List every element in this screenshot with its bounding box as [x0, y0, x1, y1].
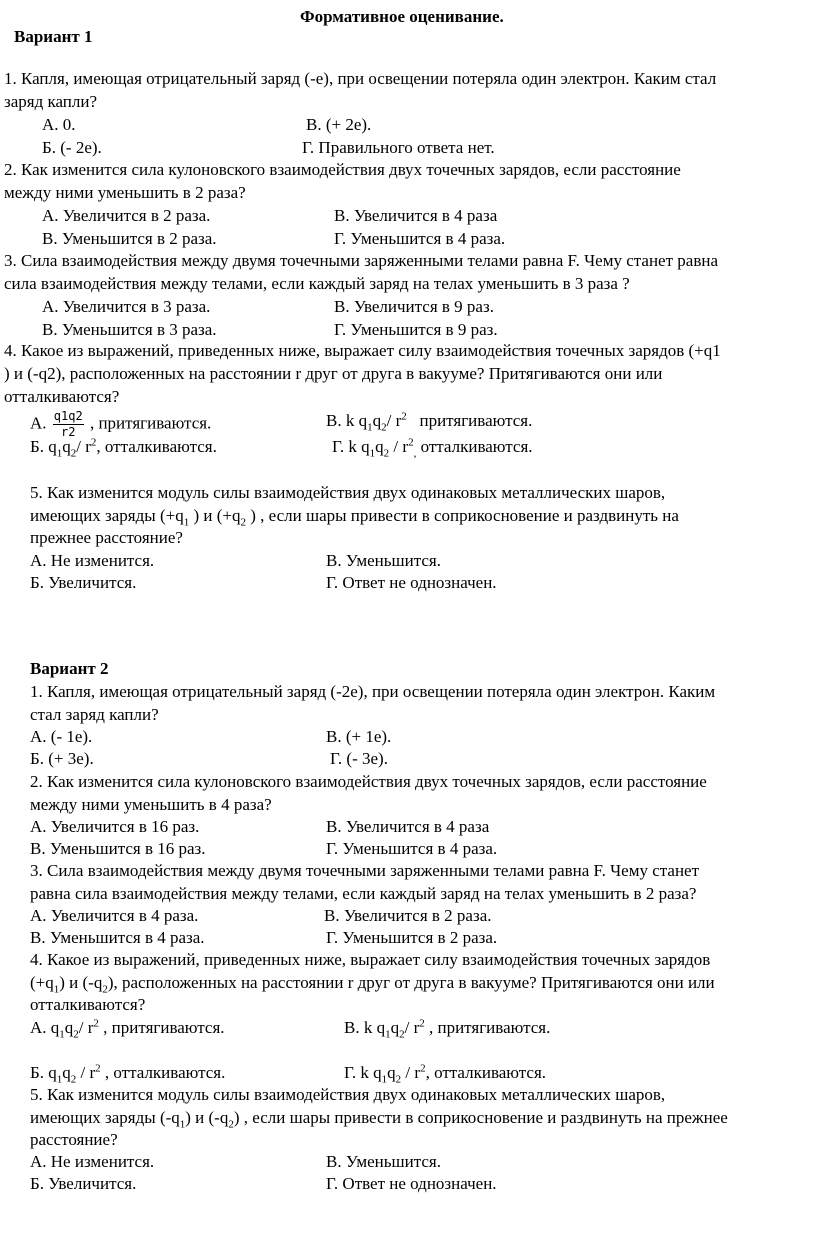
v2-q2-text-cont: между ними уменьшить в 4 раза?	[30, 795, 272, 814]
subscript: 1	[53, 983, 60, 996]
expr-part: Б. q	[30, 1063, 57, 1082]
v1-q3-option-g: Г. Уменьшится в 9 раз.	[334, 320, 498, 339]
v1-q4-text-cont2: отталкиваются?	[4, 387, 120, 406]
v2-q1-option-a: А. (- 1е).	[30, 727, 93, 746]
option-text: , отталкиваются.	[425, 1063, 547, 1082]
subscript: 1	[56, 1073, 63, 1086]
expr-part: Г. k q	[344, 1063, 382, 1082]
v2-q4-option-v	[344, 1017, 550, 1039]
text-part: имеющих заряды (-q	[30, 1108, 180, 1127]
v2-q5-option-b: Б. Увеличится.	[30, 1174, 137, 1193]
v2-q5-text-cont2: расстояние?	[30, 1130, 118, 1149]
subscript: 1	[381, 1073, 388, 1086]
v1-q5-option-b: Б. Увеличится.	[30, 573, 137, 592]
text-part: ), расположенных на расстоянии r друг от друга в вакууме? Притягиваются они или	[107, 973, 715, 992]
subscript: ,	[413, 447, 417, 460]
v2-q5-option-a: А. Не изменится.	[30, 1152, 155, 1171]
v2-q5-text: 5. Как изменится модуль силы взаимодействия двух одинаковых металлических шаров,	[30, 1085, 666, 1104]
superscript: 2	[408, 436, 414, 449]
v1-q5-option-v: В. Уменьшится.	[326, 551, 441, 570]
v2-q5-option-g: Г. Ответ не однозначен.	[326, 1174, 497, 1193]
subscript: 1	[179, 1118, 186, 1131]
text-part: ) , если шары привести в соприкосновение и раздвинуть на прежнее	[233, 1108, 728, 1127]
superscript: 2	[401, 410, 407, 423]
option-text: , притягиваются.	[89, 413, 212, 433]
document-title: Формативное оценивание.	[300, 7, 504, 26]
subscript: 2	[73, 1028, 79, 1041]
v2-q2-option-v: В. Увеличится в 4 раза	[326, 817, 490, 836]
subscript: 1	[385, 1028, 391, 1041]
text-part: ) , если шары привести в соприкосновение и раздвинуть на	[245, 506, 679, 525]
subscript: 2	[399, 1028, 405, 1041]
subscript: 1	[59, 1028, 65, 1041]
subscript: 2	[395, 1073, 402, 1086]
expr-part: / r	[78, 1018, 94, 1037]
subscript: 2	[383, 447, 390, 460]
v1-q2-option-a: А. Увеличится в 2 раза.	[42, 206, 211, 225]
subscript: 2	[381, 421, 387, 434]
v2-q5-option-v: В. Уменьшится.	[326, 1152, 441, 1171]
v2-q4-option-a	[30, 1017, 225, 1039]
fraction-numerator: q1q2	[53, 409, 83, 423]
expr-part: q	[387, 1063, 396, 1082]
v1-q5-text-cont	[30, 505, 679, 527]
v2-q4-option-g	[344, 1062, 546, 1084]
v1-q3-option-v: В. Увеличится в 9 раз.	[334, 297, 494, 316]
expr-part: / r	[76, 1063, 96, 1082]
expr-part: В. k q	[344, 1018, 386, 1037]
expr-part: q	[390, 1018, 400, 1037]
expr-part: А. q	[30, 1018, 60, 1037]
expr-part: / r	[401, 1063, 421, 1082]
superscript: 2	[93, 1017, 99, 1030]
v2-q3-option-v: В. Увеличится в 2 раза.	[324, 906, 492, 925]
variant-1-heading: Вариант 1	[14, 27, 93, 46]
v2-q3-text: 3. Сила взаимодействия между двумя точечными заряженными телами равна F. Чему станет	[30, 861, 700, 880]
expr-part: / r	[386, 411, 402, 430]
superscript: 2	[420, 1062, 426, 1075]
text-part: (+q	[30, 973, 54, 992]
v1-q1-option-b: Б. (- 2е).	[42, 138, 102, 157]
option-text: , отталкиваются.	[100, 1063, 226, 1082]
option-text: отталкиваются.	[416, 437, 533, 456]
v1-q3-text: 3. Сила взаимодействия между двумя точечными заряженными телами равна F. Чему станет равна	[4, 251, 718, 270]
v1-q1-option-g: Г. Правильного ответа нет.	[302, 138, 495, 157]
subscript: 1	[369, 447, 376, 460]
v2-q4-text-cont2: отталкиваются?	[30, 995, 146, 1014]
v1-q5-text: 5. Как изменится модуль силы взаимодействия двух одинаковых металлических шаров,	[30, 483, 666, 502]
v1-q4-text-cont: ) и (-q2), расположенных на расстоянии r друг от друга в вакууме? Притягиваются они или	[4, 364, 663, 383]
subscript: 2	[70, 447, 77, 460]
superscript: 2	[90, 436, 97, 449]
v2-q5-text-cont	[30, 1107, 728, 1129]
v2-q2-option-b: В. Уменьшится в 16 раз.	[30, 839, 206, 858]
v2-q2-option-g: Г. Уменьшится в 4 раза.	[326, 839, 498, 858]
v2-q1-text-cont: стал заряд капли?	[30, 705, 159, 724]
v2-q4-text: 4. Какое из выражений, приведенных ниже, выражает силу взаимодействия точечных зарядов	[30, 950, 711, 969]
subscript: 1	[367, 421, 373, 434]
variant-2-heading: Вариант 2	[30, 659, 109, 678]
expr-part: В. k q	[326, 411, 368, 430]
v1-q1-option-v: В. (+ 2е).	[306, 115, 372, 134]
v1-q2-option-b: В. Уменьшится в 2 раза.	[42, 229, 217, 248]
v1-q5-text-cont2: прежнее расстояние?	[30, 528, 183, 547]
v1-q4-option-v	[326, 410, 532, 432]
v2-q1-option-b: Б. (+ 3е).	[30, 749, 94, 768]
v2-q1-text: 1. Капля, имеющая отрицательный заряд (-2е), при освещении потеряла один электрон. Каким	[30, 682, 716, 701]
subscript: 2	[102, 983, 108, 996]
v1-q5-option-g: Г. Ответ не однозначен.	[326, 573, 497, 592]
v1-q2-text-cont: между ними уменьшить в 2 раза?	[4, 183, 246, 202]
option-text: , притягиваются.	[98, 1018, 225, 1037]
v2-q4-option-b	[30, 1062, 225, 1084]
v2-q2-option-a: А. Увеличится в 16 раз.	[30, 817, 200, 836]
subscript: 1	[56, 447, 63, 460]
option-label: А.	[30, 413, 47, 433]
v1-q3-option-b: В. Уменьшится в 3 раза.	[42, 320, 217, 339]
expr-part: q	[64, 1018, 74, 1037]
expr-part: / r	[404, 1018, 420, 1037]
fraction-denominator: r2	[61, 425, 76, 439]
subscript: 2	[228, 1118, 234, 1131]
expr-part: / r	[76, 437, 91, 456]
v1-q4-text: 4. Какое из выражений, приведенных ниже, выражает силу взаимодействия точечных зарядов (+q1	[4, 341, 721, 360]
option-text: , отталкиваются.	[96, 437, 217, 456]
v1-q5-option-a: А. Не изменится.	[30, 551, 155, 570]
fraction	[53, 410, 84, 439]
text-part: имеющих заряды (+q	[30, 506, 184, 525]
expr-part: q	[375, 437, 384, 456]
text-part: ) и (+q	[189, 506, 241, 525]
v1-q3-option-a: А. Увеличится в 3 раза.	[42, 297, 211, 316]
v1-q4-option-a	[30, 410, 211, 439]
expr-part: q	[372, 411, 382, 430]
superscript: 2	[95, 1062, 101, 1075]
v1-q2-option-g: Г. Уменьшится в 4 раза.	[334, 229, 506, 248]
text-part: ) и (-q	[59, 973, 103, 992]
v1-q1-text: 1. Капля, имеющая отрицательный заряд (-е), при освещении потеряла один электрон. Каким стал	[4, 69, 717, 88]
v1-q2-text: 2. Как изменится сила кулоновского взаимодействия двух точечных зарядов, если расстояние	[4, 160, 681, 179]
subscript: 1	[183, 516, 190, 529]
expr-part: Б. q	[30, 437, 57, 456]
v2-q3-text-cont: равна сила взаимодействия между телами, если каждый заряд на телах уменьшить в 2 раза?	[30, 884, 697, 903]
v2-q4-text-cont	[30, 972, 715, 994]
v1-q1-option-a: А. 0.	[42, 115, 76, 134]
subscript: 2	[70, 1073, 77, 1086]
v2-q1-option-g: Г. (- 3е).	[330, 749, 388, 768]
option-text: притягиваются.	[419, 411, 533, 430]
superscript: 2	[419, 1017, 425, 1030]
v2-q3-option-g: Г. Уменьшится в 2 раза.	[326, 928, 498, 947]
expr-part: Г. k q	[332, 437, 370, 456]
expr-part: q	[62, 1063, 71, 1082]
v1-q3-text-cont: сила взаимодействия между телами, если каждый заряд на телах уменьшить в 3 раза ?	[4, 274, 630, 293]
expr-part: q	[62, 437, 71, 456]
v2-q3-option-a: А. Увеличится в 4 раза.	[30, 906, 199, 925]
v2-q2-text: 2. Как изменится сила кулоновского взаимодействия двух точечных зарядов, если расстояние	[30, 772, 707, 791]
v1-q2-option-v: В. Увеличится в 4 раза	[334, 206, 498, 225]
v1-q4-option-b	[30, 436, 217, 458]
v2-q1-option-v: В. (+ 1е).	[326, 727, 392, 746]
v1-q4-option-g	[332, 436, 533, 458]
v1-q1-text-cont: заряд капли?	[4, 92, 98, 111]
expr-part: / r	[389, 437, 409, 456]
option-text: , притягиваются.	[424, 1018, 551, 1037]
text-part: ) и (-q	[185, 1108, 229, 1127]
subscript: 2	[240, 516, 246, 529]
v2-q3-option-b: В. Уменьшится в 4 раза.	[30, 928, 205, 947]
